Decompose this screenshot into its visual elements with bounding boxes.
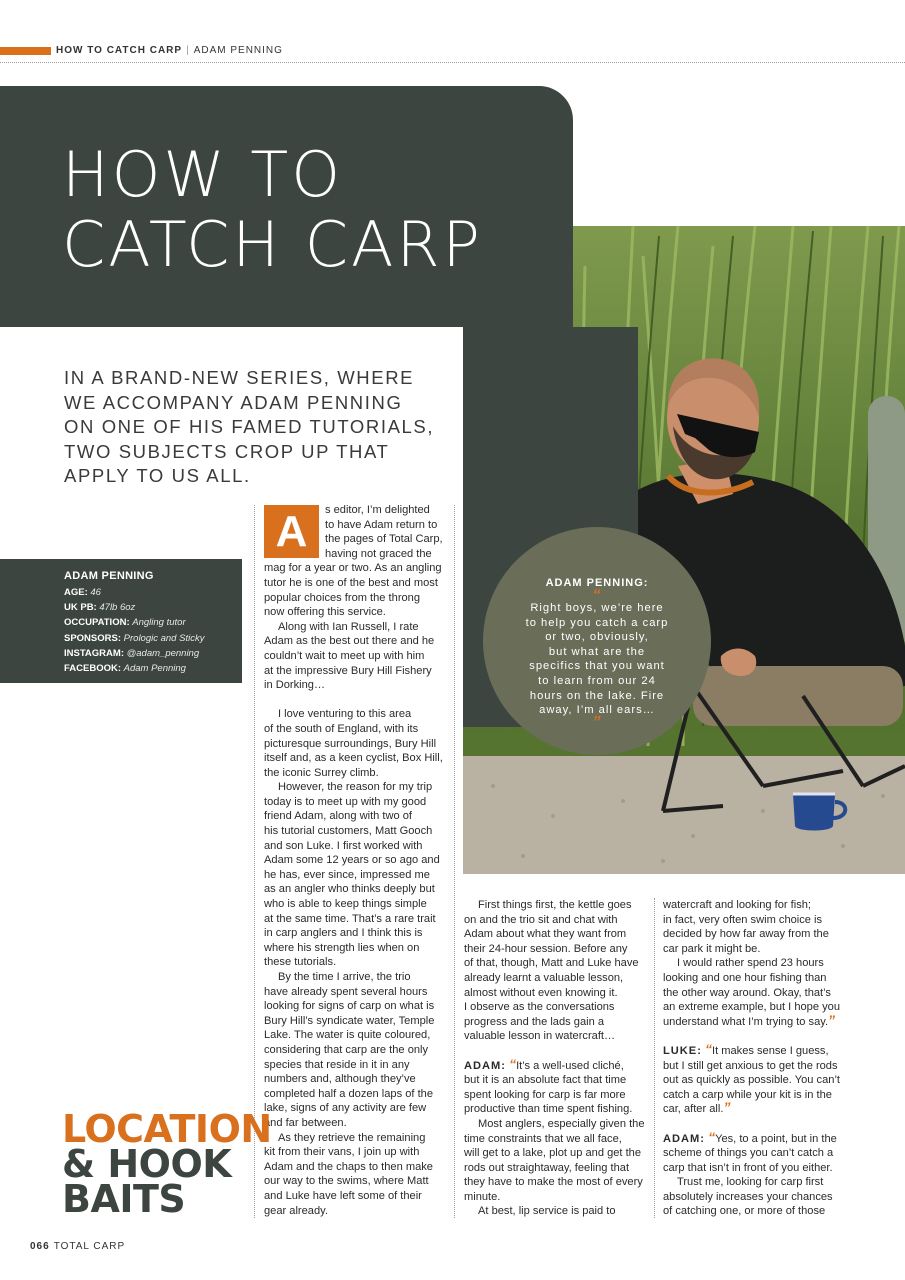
pullquote-line-text: Right boys, we’re here xyxy=(530,602,664,614)
title-line: CATCH CARP xyxy=(62,208,483,281)
body-line: looking for signs of carp on what is xyxy=(264,1000,435,1013)
profile-box xyxy=(0,559,242,683)
body-line: couldn’t wait to meet up with him xyxy=(264,649,425,662)
body-line xyxy=(663,1099,848,1117)
profile-value: Prologic and Sticky xyxy=(123,632,205,644)
drop-cap: A xyxy=(264,505,319,558)
standfirst-line: IN A BRAND-NEW SERIES, WHERE xyxy=(64,367,415,388)
body-line: itself and, as a keen cyclist, Box Hill, xyxy=(264,752,443,765)
profile-value: Angling tutor xyxy=(132,617,186,629)
body-line: of catching one, or more of those xyxy=(663,1205,826,1218)
body-line: he has, ever since, impressed me xyxy=(264,868,430,881)
article-column-2 xyxy=(464,898,649,1219)
column-rule xyxy=(654,898,655,1218)
body-line: I love venturing to this area xyxy=(278,708,412,721)
body-line: the iconic Surrey climb. xyxy=(264,766,379,779)
body-line: progress and the lads gain a xyxy=(464,1015,604,1028)
profile-label: OCCUPATION: xyxy=(64,617,130,629)
body-line: time constraints that we all face, xyxy=(464,1132,622,1145)
dialogue-line xyxy=(663,1040,848,1059)
body-line: in fact, very often swim choice is xyxy=(663,913,823,926)
body-line: now offering this service. xyxy=(264,606,386,619)
dialogue-line xyxy=(464,1055,649,1074)
body-line: and son Luke. I first worked with xyxy=(264,839,423,852)
body-line: numbers and, although they’ve xyxy=(264,1073,416,1086)
body-line: to have Adam return to xyxy=(325,518,438,531)
pullquote-line: specifics that you want xyxy=(529,660,665,673)
article-column-1 xyxy=(264,503,454,1218)
body-line: they have to make the most of every xyxy=(464,1176,643,1189)
body-line: car park it might be. xyxy=(663,942,761,955)
profile-label: FACEBOOK: xyxy=(64,663,121,675)
body-line: considering that carp are the only xyxy=(264,1043,429,1056)
body-line: the other way around. Okay, that’s xyxy=(663,986,831,999)
profile-row-age xyxy=(64,585,242,600)
body-line: tutor he is one of the best and most xyxy=(264,576,438,589)
close-quote-mark: ” xyxy=(828,1011,836,1028)
pullquote-line: but what are the xyxy=(548,645,646,658)
body-text: Yes, to a point, but in the xyxy=(715,1132,837,1145)
body-line: carp that isn’t in front of you either. xyxy=(663,1161,833,1174)
body-text: It’s a well-used cliché, xyxy=(516,1059,624,1072)
body-line: decided by how far away from the xyxy=(663,928,829,941)
body-line: species that reside in it in any xyxy=(264,1058,410,1071)
open-quote-mark: “ xyxy=(592,587,602,604)
body-line: By the time I arrive, the trio xyxy=(278,971,411,983)
profile-label: UK PB: xyxy=(64,602,97,614)
body-line: First things first, the kettle goes xyxy=(478,899,632,911)
title-line: HOW TO xyxy=(62,138,344,211)
body-line: Most anglers, especially given the xyxy=(478,1117,645,1130)
profile-label: AGE: xyxy=(64,587,88,598)
body-line: who is able to keep things simple xyxy=(264,898,427,911)
profile-row-sponsors xyxy=(64,631,242,646)
profile-row-occupation xyxy=(64,615,242,630)
body-line xyxy=(663,1011,848,1030)
body-text: understand what I’m trying to say. xyxy=(663,1015,829,1028)
standfirst-line: APPLY TO US ALL. xyxy=(64,465,251,486)
body-line: their 24-hour session. Before any xyxy=(464,942,628,955)
header-rule xyxy=(0,62,905,63)
standfirst-line: WE ACCOMPANY ADAM PENNING xyxy=(64,391,403,413)
speaker-label: LUKE: xyxy=(663,1044,702,1057)
dialogue-line xyxy=(663,1128,848,1147)
body-line: of that, though, Matt and Luke have xyxy=(464,957,639,970)
profile-row-pb xyxy=(64,600,242,615)
body-line: I would rather spend 23 hours xyxy=(677,957,824,970)
body-line: absolutely increases your chances xyxy=(663,1190,833,1203)
open-quote-mark: “ xyxy=(705,1040,712,1057)
pullquote-line: to learn from our 24 xyxy=(538,674,656,687)
body-line: on and the trio sit and chat with xyxy=(464,913,618,926)
profile-value: @adam_penning xyxy=(126,647,200,659)
body-line: in carp anglers and I think this is xyxy=(264,927,423,940)
body-line: in Dorking… xyxy=(264,679,326,692)
body-line: having not graced the xyxy=(325,547,432,560)
body-line: at the same time. That’s a rare trait xyxy=(264,912,436,925)
standfirst-line: TWO SUBJECTS CROP UP THAT xyxy=(64,440,390,462)
body-line: productive than time spent fishing. xyxy=(464,1103,633,1116)
body-line: at the impressive Bury Hill Fishery xyxy=(264,664,432,677)
column-rule xyxy=(454,505,455,1218)
body-line: and Luke have left some of their xyxy=(264,1189,422,1202)
body-line: Adam and the chaps to then make xyxy=(264,1160,433,1173)
page-folio xyxy=(30,1241,125,1252)
body-line: already learnt a valuable lesson, xyxy=(464,971,624,984)
page-number: 066 xyxy=(30,1241,50,1252)
close-quote-mark: ” xyxy=(592,713,602,731)
standfirst xyxy=(64,366,444,489)
body-line: scheme of things you can’t catch a xyxy=(663,1147,834,1160)
body-line: out as quickly as possible. You can’t xyxy=(663,1074,840,1087)
body-line: have already spent several hours xyxy=(264,985,428,998)
body-line: minute. xyxy=(464,1190,501,1203)
open-quote-mark: “ xyxy=(708,1128,716,1145)
body-line: almost without even knowing it. xyxy=(464,986,618,999)
body-line: watercraft and looking for fish; xyxy=(663,899,811,911)
pullquote-line: or two, obviously, xyxy=(545,631,649,644)
running-header xyxy=(56,45,283,56)
profile-label: SPONSORS: xyxy=(64,632,122,644)
body-line: At best, lip service is paid to xyxy=(478,1205,616,1218)
body-line: the pages of Total Carp, xyxy=(325,533,443,546)
profile-value: 46 xyxy=(90,587,101,598)
section-heading-line: BAITS xyxy=(62,1177,186,1221)
body-line: Lake. The water is quite coloured, xyxy=(264,1029,431,1042)
pullquote-text xyxy=(483,587,711,731)
body-text: car, after all. xyxy=(663,1103,724,1116)
profile-row-instagram xyxy=(64,646,242,661)
body-line: kit from their vans, I join up with xyxy=(264,1146,420,1159)
body-line: where his strength lies when on xyxy=(264,941,420,954)
header-section: HOW TO CATCH CARP xyxy=(56,45,183,56)
body-line: Trust me, looking for carp first xyxy=(677,1176,824,1189)
body-line: picturesque surroundings, Bury Hill xyxy=(264,737,437,750)
body-line: However, the reason for my trip xyxy=(278,781,433,794)
body-line: but it is an absolute fact that time xyxy=(464,1074,627,1087)
body-line: will get to a lake, plot up and get the xyxy=(464,1147,642,1160)
body-line: mag for a year or two. As an angling xyxy=(264,562,442,575)
body-line: lake, signs of any activity are few xyxy=(264,1102,427,1115)
pullquote-line-text: away, I’m all ears… xyxy=(539,704,655,717)
magazine-name: TOTAL CARP xyxy=(53,1241,126,1252)
pullquote-circle xyxy=(483,527,711,755)
body-line: Along with Ian Russell, I rate xyxy=(278,620,419,633)
pullquote-line xyxy=(483,703,711,731)
body-line: an extreme example, but I hope you xyxy=(663,1001,840,1014)
body-line: spent looking for carp is far more xyxy=(464,1088,626,1101)
body-line: looking and one hour fishing than xyxy=(663,971,827,984)
profile-row-facebook xyxy=(64,661,242,676)
pullquote-speaker: ADAM PENNING: xyxy=(545,577,649,589)
body-line: valuable lesson in watercraft… xyxy=(464,1030,616,1043)
header-separator: | xyxy=(186,45,190,56)
body-line: friend Adam, along with two of xyxy=(264,810,412,823)
section-heading-line: & HOOK xyxy=(62,1142,232,1186)
header-author: ADAM PENNING xyxy=(193,45,283,56)
section-heading xyxy=(62,1107,272,1221)
body-line: as an angler who thinks deeply but xyxy=(264,883,435,896)
body-line: gear already. xyxy=(264,1204,328,1217)
body-line: Bury Hill’s syndicate water, Temple xyxy=(264,1014,435,1027)
body-line: and far between. xyxy=(264,1116,347,1129)
profile-name: ADAM PENNING xyxy=(64,570,154,582)
article-column-3 xyxy=(663,898,848,1219)
body-line: Adam as the best out there and he xyxy=(264,635,435,648)
speaker-label: ADAM: xyxy=(663,1132,705,1145)
pullquote-line: hours on the lake. Fire xyxy=(529,689,665,702)
header-accent-bar xyxy=(0,47,51,55)
body-line: of the south of England, with its xyxy=(264,722,419,735)
body-line: completed half a dozen laps of the xyxy=(264,1087,433,1100)
profile-value: 47lb 6oz xyxy=(99,602,136,614)
body-line: I observe as the conversations xyxy=(464,1001,615,1014)
body-line: popular choices from the throng xyxy=(264,591,421,604)
body-line: these tutorials. xyxy=(264,956,337,969)
speaker-label: ADAM: xyxy=(464,1059,506,1072)
profile-value: Adam Penning xyxy=(123,663,186,675)
body-line: s editor, I’m delighted xyxy=(325,504,430,516)
body-line: rods out straightaway, feeling that xyxy=(464,1161,630,1174)
body-line: his tutorial customers, Matt Gooch xyxy=(264,825,433,838)
body-line: catch a carp while your kit is in the xyxy=(663,1088,832,1101)
profile-label: INSTAGRAM: xyxy=(64,647,124,659)
standfirst-line: ON ONE OF HIS FAMED TUTORIALS, xyxy=(64,416,435,437)
pullquote-line xyxy=(483,587,711,616)
body-line: today is to meet up with my good xyxy=(264,795,427,808)
open-quote-mark: “ xyxy=(509,1055,517,1072)
article-title xyxy=(62,140,482,280)
body-text: It makes sense I guess, xyxy=(712,1044,829,1057)
close-quote-mark: ” xyxy=(723,1099,731,1116)
body-line: Adam some 12 years or so ago and xyxy=(264,854,440,867)
body-line: but I still get anxious to get the rods xyxy=(663,1059,838,1072)
body-line: our way to the swims, where Matt xyxy=(264,1175,429,1188)
body-line: Adam about what they want from xyxy=(464,928,627,941)
body-line: As they retrieve the remaining xyxy=(278,1131,426,1144)
section-heading-line: LOCATION xyxy=(62,1107,272,1151)
pullquote-line: to help you catch a carp xyxy=(525,616,669,629)
